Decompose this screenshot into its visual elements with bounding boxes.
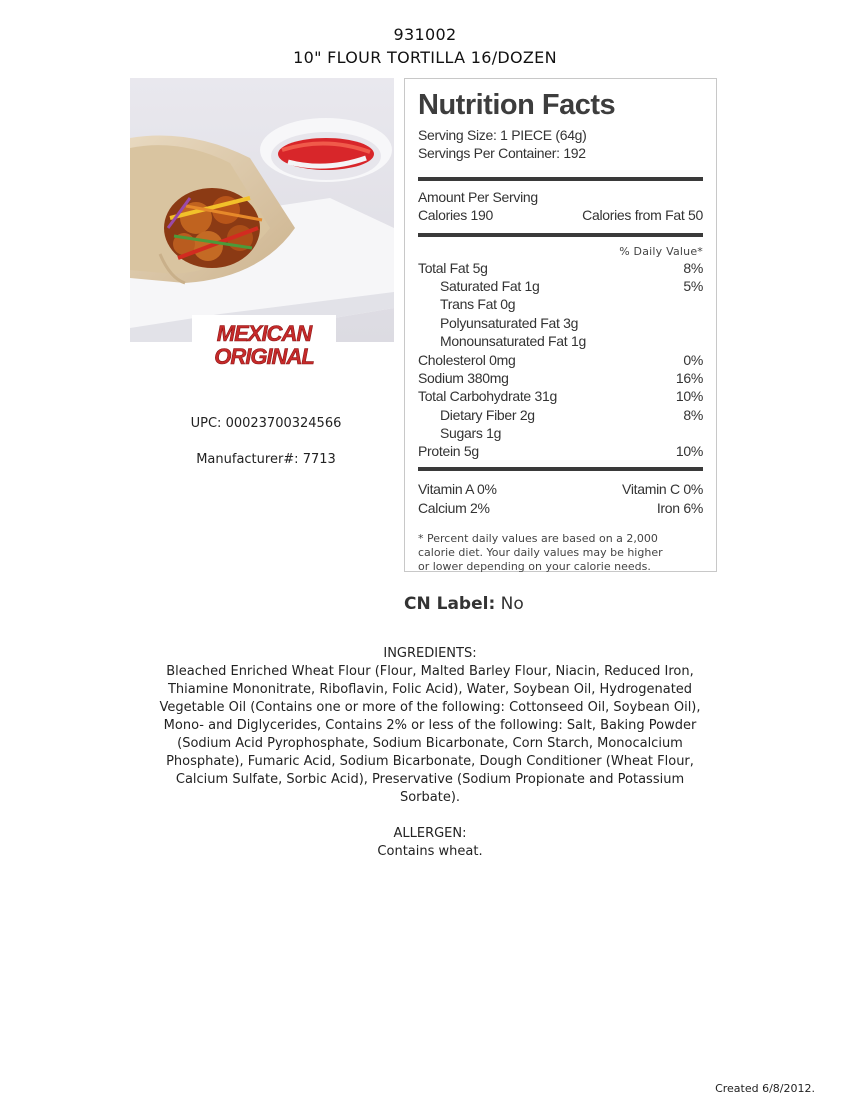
nutrient-label: Total Fat 5g — [418, 260, 488, 276]
divider-thick — [418, 467, 703, 471]
divider-thick — [418, 233, 703, 237]
calcium: Calcium 2% — [418, 500, 490, 516]
nutrient-label: Protein 5g — [418, 443, 479, 459]
nutrient-label: Sugars 1g — [440, 425, 502, 441]
nutrient-row — [418, 425, 703, 442]
allergen-heading: ALLERGEN: — [393, 826, 467, 841]
divider-thick — [418, 177, 703, 181]
nutrient-dv: 10% — [675, 388, 703, 404]
nutrient-row — [418, 315, 703, 332]
product-name: 10" FLOUR TORTILLA 16/DOZEN — [293, 48, 557, 67]
nutrient-row — [418, 260, 703, 277]
nutrient-row — [418, 296, 703, 313]
nutrient-dv: 8% — [683, 407, 703, 423]
serving-size: Serving Size: 1 PIECE (64g) — [418, 127, 587, 143]
cn-label-key: CN Label: — [404, 594, 496, 614]
ingredients-text — [130, 663, 730, 807]
brand-logo — [192, 315, 336, 373]
iron: Iron 6% — [656, 500, 703, 516]
brand-logo-line1: MEXICAN — [216, 321, 312, 346]
daily-value-header: % Daily Value* — [619, 245, 703, 258]
product-code: 931002 — [393, 25, 457, 44]
nutrient-row — [418, 333, 703, 350]
calories-from-fat: Calories from Fat 50 — [582, 207, 703, 223]
daily-value-footnote — [418, 532, 703, 574]
nutrient-row — [418, 278, 703, 295]
nutrient-row — [418, 352, 703, 369]
nutrient-dv: 0% — [683, 352, 703, 368]
brand-logo-line2: ORIGINAL — [214, 344, 314, 369]
calories: Calories 190 — [418, 207, 493, 223]
vitamin-c: Vitamin C 0% — [622, 481, 703, 497]
upc-code: UPC: 00023700324566 — [190, 416, 342, 431]
vitamin-a: Vitamin A 0% — [418, 481, 497, 497]
ingredients-line: Bleached Enriched Wheat Flour (Flour, Malted Barley Flour, Niacin, Reduced Iron, — [166, 664, 694, 679]
nutrient-dv: 10% — [675, 443, 703, 459]
footnote-line: * Percent daily values are based on a 2,000 — [418, 532, 658, 545]
servings-per-container: Servings Per Container: 192 — [418, 145, 586, 161]
ingredients-line: (Sodium Acid Pyrophosphate, Sodium Bicarbonate, Corn Starch, Monocalcium — [177, 736, 683, 751]
nutrient-dv: 5% — [683, 278, 703, 294]
ingredients-line: Mono- and Diglycerides, Contains 2% or less of the following: Salt, Baking Powder — [163, 718, 697, 733]
footnote-line: or lower depending on your calorie needs. — [418, 560, 651, 573]
nutrient-label: Total Carbohydrate 31g — [418, 388, 557, 404]
nutrient-row — [418, 388, 703, 405]
nutrient-label: Cholesterol 0mg — [418, 352, 516, 368]
nutrient-label: Dietary Fiber 2g — [440, 407, 535, 423]
nutrition-title: Nutrition Facts — [418, 89, 616, 121]
ingredients-line: Phosphate), Fumaric Acid, Sodium Bicarbonate, Dough Conditioner (Wheat Flour, — [166, 754, 694, 769]
ingredients-line: Thiamine Mononitrate, Riboflavin, Folic Acid), Water, Soybean Oil, Hydrogenated — [167, 682, 693, 697]
ingredients-heading: INGREDIENTS: — [383, 646, 477, 661]
ingredients-line: Sorbate). — [399, 790, 461, 805]
nutrient-row — [418, 407, 703, 424]
nutrient-label: Monounsaturated Fat 1g — [440, 333, 586, 349]
nutrient-row — [418, 443, 703, 460]
nutrient-label: Saturated Fat 1g — [440, 278, 540, 294]
allergen-text: Contains wheat. — [377, 844, 483, 859]
nutrient-label: Sodium 380mg — [418, 370, 509, 386]
nutrient-label: Polyunsaturated Fat 3g — [440, 315, 579, 331]
product-photo — [130, 78, 394, 342]
nutrient-dv: 16% — [675, 370, 703, 386]
ingredients-line: Calcium Sulfate, Sorbic Acid), Preservative (Sodium Propionate and Potassium — [175, 772, 685, 787]
amount-per-serving: Amount Per Serving — [418, 189, 538, 205]
manufacturer-number: Manufacturer#: 7713 — [196, 452, 336, 467]
nutrient-dv: 8% — [683, 260, 703, 276]
footnote-line: calorie diet. Your daily values may be higher — [418, 546, 663, 559]
cn-label — [404, 594, 524, 614]
ingredients-line: Vegetable Oil (Contains one or more of the following: Cottonseed Oil, Soybean Oil), — [159, 700, 701, 715]
nutrient-label: Trans Fat 0g — [440, 296, 516, 312]
nutrition-facts-panel — [404, 78, 717, 572]
nutrient-row — [418, 370, 703, 387]
created-date: Created 6/8/2012. — [715, 1082, 815, 1095]
cn-label-value: No — [500, 594, 524, 614]
